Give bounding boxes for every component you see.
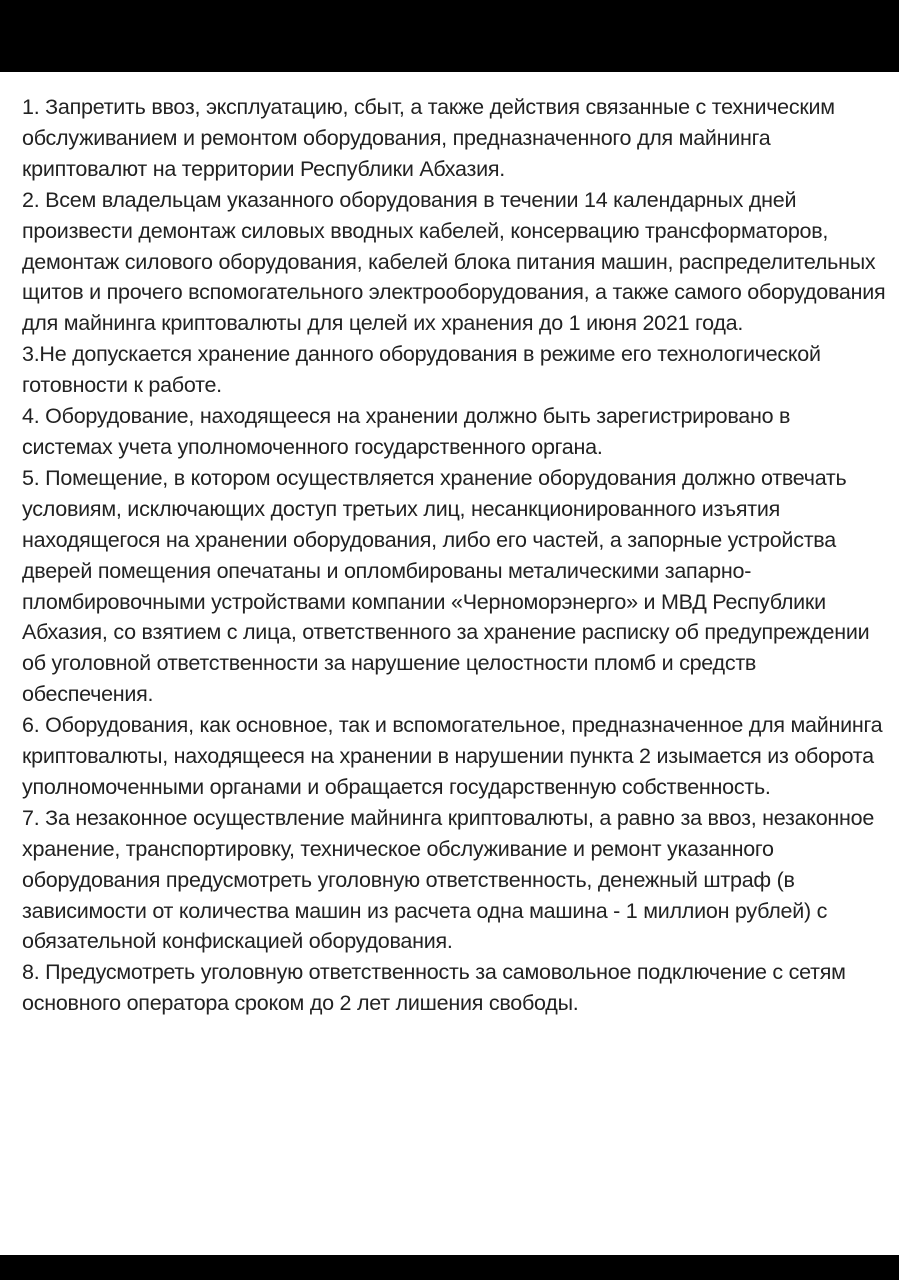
paragraph-1: 1. Запретить ввоз, эксплуатацию, сбыт, а также действия связанные с техническим обслуживанием и ремонтом оборудования, предназначенного для майнинга криптовалют на территории Республики Абхазия. xyxy=(22,95,835,181)
paragraph-2: 2. Всем владельцам указанного оборудования в течении 14 календарных дней произвести демонтаж силовых вводных кабелей, консервацию трансформаторов, демонтаж силового оборудования, кабелей блока питания машин, распределительных щитов и прочего вспомогательного электрооборудования, а также самого оборудования для майнинга криптовалюты для целей их хранения до 1 июня 2021 года. xyxy=(22,187,886,336)
paragraph-5: 5. Помещение, в котором осуществляется хранение оборудования должно отвечать условиям, исключающих доступ третьих лиц, несанкционированного изъятия находящегося на хранении оборудования, либо его частей, а запорные устройства дверей помещения опечатаны и опломбированы металическими запарно-пломбировочными устройствами компании «Черноморэнерго» и МВД Республики Абхазия, со взятием с лица, ответственного за хранение расписку об предупреждении об уголовной ответственности за нарушение целостности пломб и средств обеспечения. xyxy=(22,465,870,707)
paragraph-3: 3.Не допускается хранение данного оборудования в режиме его технологической готовности к работе. xyxy=(22,342,821,398)
paragraph-8: 8. Предусмотреть уголовную ответственность за самовольное подключение с сетям основного оператора сроком до 2 лет лишения свободы. xyxy=(22,960,846,1016)
document-page xyxy=(0,72,899,1255)
paragraph-4: 4. Оборудование, находящееся на хранении должно быть зарегистрировано в системах учета уполномоченного государственного органа. xyxy=(22,404,791,459)
paragraph-6: 6. Оборудования, как основное, так и вспомогательное, предназначенное для майнинга криптовалюты, находящееся на хранении в нарушении пункта 2 изымается из оборота уполномоченными органами и обращается государственную собственность. xyxy=(22,713,883,799)
paragraph-7: 7. За незаконное осуществление майнинга криптовалюты, а равно за ввоз, незаконное хранение, транспортировку, техническое обслуживание и ремонт указанного оборудования предусмотреть уголовную ответственность, денежный штраф (в зависимости от количества машин из расчета одна машина - 1 миллион рублей) с обязательной конфискацией оборудования. xyxy=(22,805,875,954)
bottom-black-bar xyxy=(0,1255,899,1280)
document-text xyxy=(22,92,886,1019)
top-black-bar xyxy=(0,0,899,72)
